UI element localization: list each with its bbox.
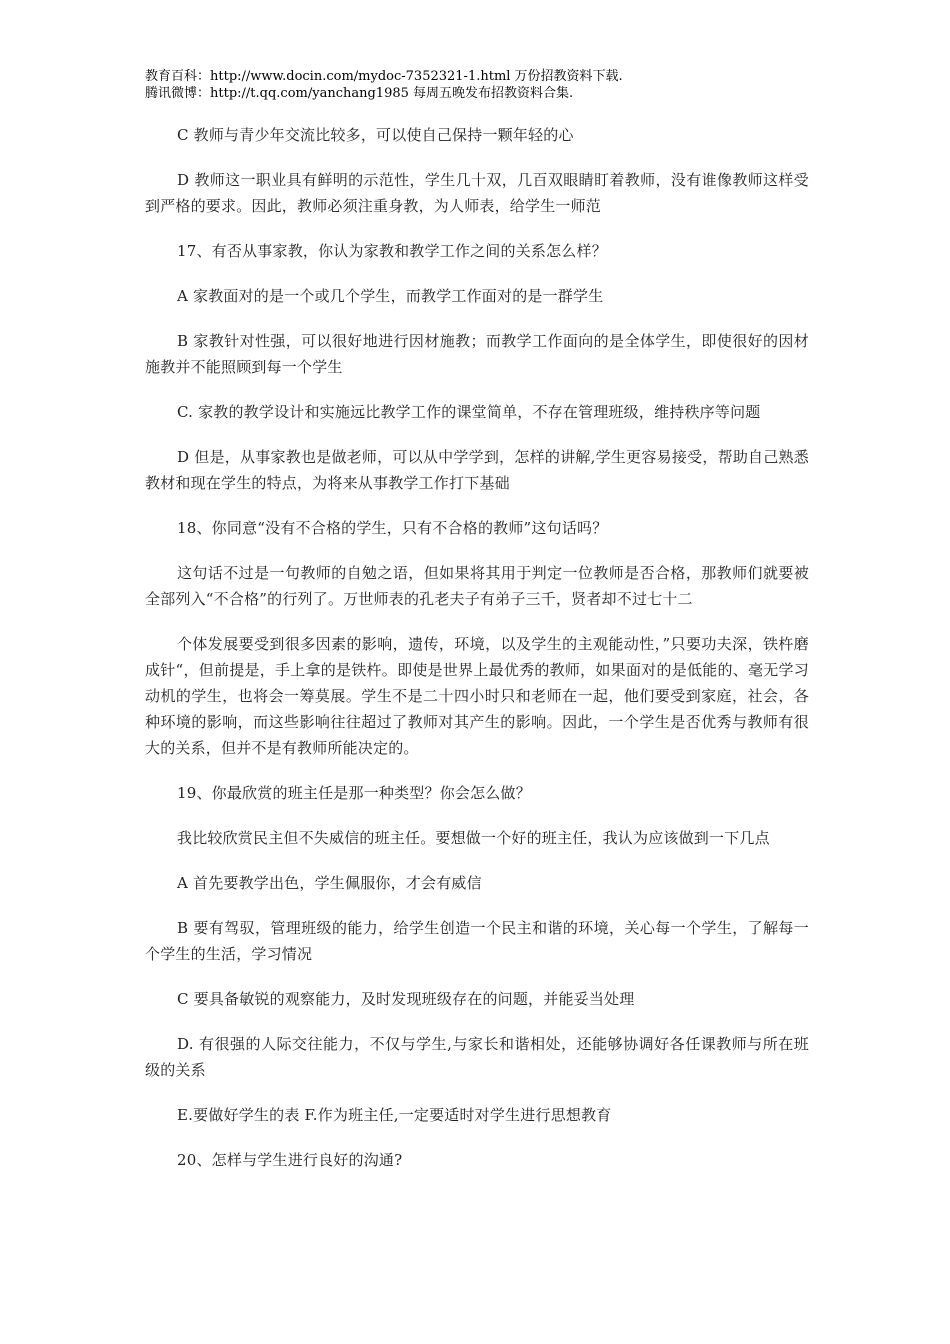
answer-17-d: D 但是，从事家教也是做老师，可以从中学学到，怎样的讲解,学生更容易接受，帮助自己熟悉教材和现在学生的特点，为将来从事教学工作打下基础 xyxy=(145,448,809,492)
answer-18-part1: 这句话不过是一句教师的自勉之语，但如果将其用于判定一位教师是否合格，那教师们就要被全部列入“不合格”的行列了。万世师表的孔老夫子有弟子三千，贤者却不过七十二 xyxy=(145,564,809,608)
answer-17-b: B 家教针对性强，可以很好地进行因材施教；而教学工作面向的是全体学生，即使很好的因材施教并不能照顾到每一个学生 xyxy=(145,332,809,376)
answer-17-a: A 家教面对的是一个或几个学生，而教学工作面对的是一群学生 xyxy=(177,287,604,305)
answer-19-d: D. 有很强的人际交往能力，不仅与学生,与家长和谐相处，还能够协调好各任课教师与所在班级的关系 xyxy=(145,1035,809,1079)
answer-19-e-f: E.要做好学生的表 F.作为班主任,一定要适时对学生进行思想教育 xyxy=(177,1106,612,1124)
answer-19-c: C 要具备敏锐的观察能力，及时发现班级存在的问题，并能妥当处理 xyxy=(177,990,635,1008)
question-19: 19、你最欣赏的班主任是那一种类型？你会怎么做？ xyxy=(177,784,531,802)
answer-17-c: C. 家教的教学设计和实施远比教学工作的课堂简单，不存在管理班级，维持秩序等问题 xyxy=(177,403,761,421)
option-d-exemplary-role: D 教师这一职业具有鲜明的示范性，学生几十双，几百双眼睛盯着教师，没有谁像教师这样受到严格的要求。因此，教师必须注重身教，为人师表，给学生一师范 xyxy=(145,171,809,215)
question-20: 20、怎样与学生进行良好的沟通? xyxy=(177,1151,403,1169)
header-line-weibo: 腾讯微博：http://t.qq.com/yanchang1985 每周五晚发布招教资料合集. xyxy=(145,86,574,101)
option-c-young-heart: C 教师与青少年交流比较多，可以使自己保持一颗年轻的心 xyxy=(177,126,574,144)
answer-19-a: A 首先要教学出色，学生佩服你，才会有威信 xyxy=(177,874,482,892)
answer-19-b: B 要有驾驭，管理班级的能力，给学生创造一个民主和谐的环境，关心每一个学生，了解每一个学生的生活，学习情况 xyxy=(145,919,809,963)
document-body xyxy=(145,122,809,1192)
header-line-docin: 教育百科：http://www.docin.com/mydoc-7352321-1.html 万份招教资料下载. xyxy=(145,69,623,84)
page-header xyxy=(145,68,845,102)
question-18: 18、你同意“没有不合格的学生，只有不合格的教师”这句话吗？ xyxy=(177,519,608,537)
answer-19-intro: 我比较欣赏民主但不失威信的班主任。要想做一个好的班主任，我认为应该做到一下几点 xyxy=(177,829,770,847)
answer-18-part2: 个体发展要受到很多因素的影响，遗传，环境，以及学生的主观能动性，”只要功夫深，铁杵磨成针“，但前提是，手上拿的是铁杵。即使是世界上最优秀的教师，如果面对的是低能的、毫无学习动机的学生，也将会一筹莫展。学生不是二十四小时只和老师在一起，他们要受到家庭，社会，各种环境的影响，而这些影响往往超过了教师对其产生的影响。因此，一个学生是否优秀与教师有很大的关系，但并不是有教师所能决定的。 xyxy=(145,635,809,757)
question-17: 17、有否从事家教，你认为家教和教学工作之间的关系怎么样？ xyxy=(177,242,607,260)
